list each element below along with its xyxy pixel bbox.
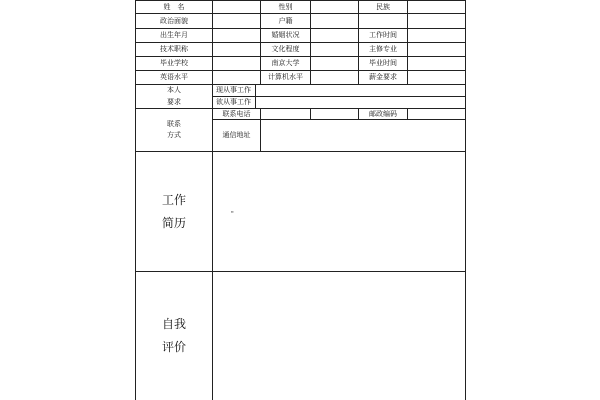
- label-self-evaluation-line1: 自我: [161, 317, 186, 332]
- label-school: 毕业学校: [160, 59, 188, 67]
- label-desired-job: 欲从事工作: [216, 98, 251, 106]
- label-requirements-line2: 要求: [167, 97, 181, 106]
- label-contact-line2: 方式: [167, 131, 181, 139]
- label-current-job: 现从事工作: [216, 86, 251, 94]
- label-birth-date: 出生年月: [160, 31, 188, 39]
- label-marital-status: 婚姻状况: [271, 31, 300, 39]
- label-self-evaluation: [136, 272, 212, 400]
- label-english-level: 英语水平: [160, 73, 188, 81]
- label-contact: [136, 109, 212, 151]
- grid-line: [407, 108, 408, 119]
- label-contact-line1: 联系: [167, 119, 181, 128]
- label-major: 主修专业: [369, 45, 397, 53]
- label-postal-code: 邮政编码: [369, 109, 397, 118]
- label-address: 通信地址: [222, 131, 251, 139]
- label-salary: 薪金要求: [369, 73, 397, 81]
- label-ethnicity: 民族: [376, 2, 390, 11]
- label-work-history: [136, 152, 212, 271]
- label-requirements: [136, 85, 212, 108]
- grid-line: [212, 0, 213, 400]
- value-school: 南京大学: [271, 59, 300, 67]
- label-requirements-line1: 本人: [167, 86, 181, 95]
- stray-mark: ": [231, 211, 234, 218]
- grid-line: [310, 108, 311, 119]
- label-computer-level: 计算机水平: [268, 73, 303, 81]
- label-gender: 性别: [278, 2, 293, 11]
- label-hukou: 户籍: [278, 16, 293, 25]
- label-self-evaluation-line2: 评价: [161, 340, 186, 354]
- label-graduation-time: 毕业时间: [369, 59, 397, 67]
- label-education: 文化程度: [271, 45, 300, 53]
- grid-line: [310, 0, 311, 84]
- label-work-history-line2: 简历: [161, 215, 186, 230]
- label-name: 姓 名: [163, 2, 185, 11]
- grid-line: [255, 84, 256, 108]
- label-phone: 联系电话: [222, 109, 251, 118]
- grid-line: [407, 0, 408, 84]
- grid-line: [260, 108, 261, 151]
- label-work-history-line1: 工作: [161, 192, 186, 207]
- grid-line: [465, 0, 466, 400]
- label-work-time: 工作时间: [369, 31, 397, 39]
- label-political-status: 政治面貌: [160, 16, 188, 25]
- label-technical-title: 技术职称: [160, 45, 188, 53]
